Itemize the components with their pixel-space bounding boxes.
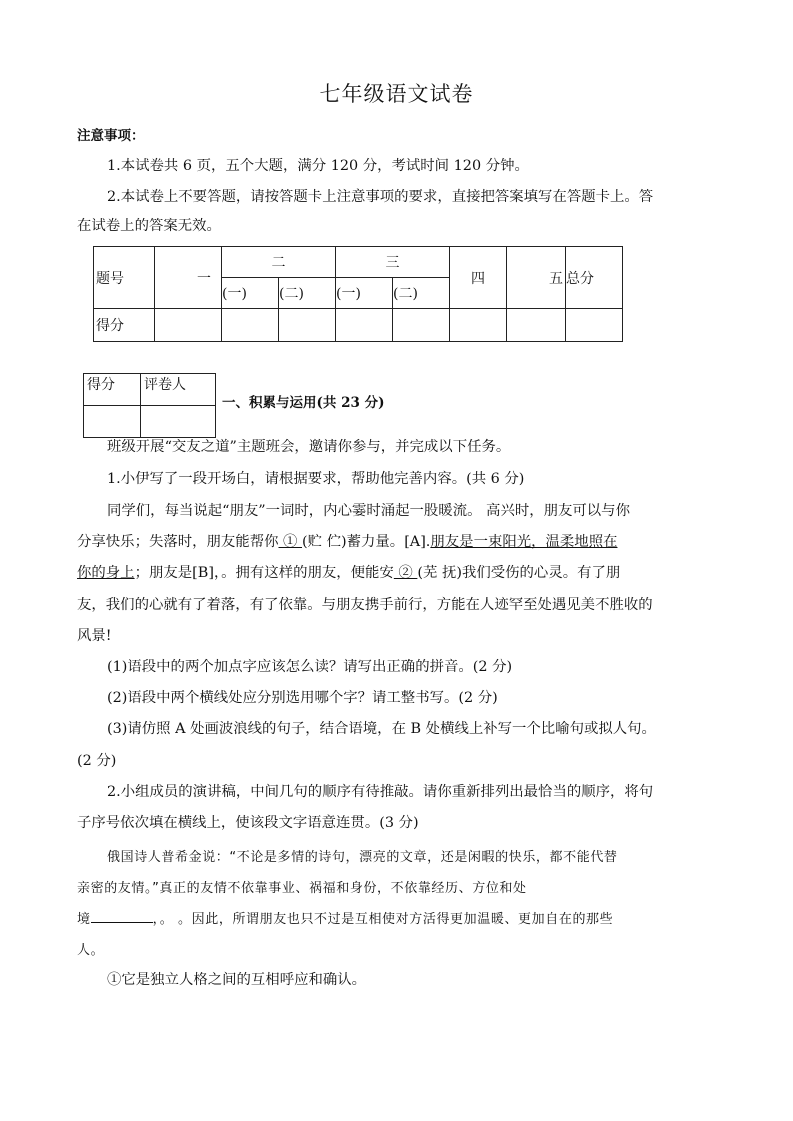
col-total-header: 总分 [566, 247, 623, 309]
answer-blank [91, 908, 153, 923]
score-cell [450, 309, 507, 342]
score-cell [507, 309, 566, 342]
blank-1: ① [278, 534, 303, 550]
passage-line-5: 风景! [77, 628, 112, 644]
score-cell [336, 309, 393, 342]
passage-text: 蓄力量。[A]. [346, 534, 431, 550]
col-2-sub-2: (二) [279, 278, 336, 309]
sub-question-2: (2)语段中两个横线处应分别选用哪个字？请工整书写。(2 分) [107, 690, 498, 706]
col-2-sub-1: (一) [222, 278, 279, 309]
quote-line-4: 人。 [77, 943, 105, 958]
col-1-header: 一 [155, 247, 222, 309]
question-2-line-2: 子序号依次填在横线上，使该段文字语意连贯。(3 分) [77, 815, 419, 831]
passage-line-1: 同学们，每当说起“朋友”一词时，内心霎时涌起一股暖流。 高兴时，朋友可以与你 [107, 503, 630, 519]
quote-line-1: 俄国诗人普希金说：“不论是多情的诗句，漂亮的文章，还是闲暇的快乐，都不能代替 [107, 850, 618, 865]
score-cell [279, 309, 336, 342]
pinyin-choice-2: (芜 抚) [417, 565, 462, 581]
section-1-heading: 一、积累与运用(共 23 分) [222, 395, 385, 411]
sub-question-1: (1)语段中的两个加点字应该怎么读？请写出正确的拼音。(2 分) [107, 659, 513, 675]
score-cell [222, 309, 279, 342]
col-3-header: 三 [336, 247, 450, 278]
score-cell [393, 309, 450, 342]
notice-item-1: 1.本试卷共 6 页，五个大题，满分 120 分，考试时间 120 分钟。 [107, 158, 529, 174]
grader-score-cell [84, 406, 141, 438]
quote-text: 境 [77, 912, 91, 927]
sub-question-3-points: (2 分) [77, 753, 117, 769]
blank-2: ② [393, 565, 418, 581]
passage-line-4: 友，我们的心就有了着落，有了依靠。与朋友携手前行，方能在人迹罕至处遇见美不胜收的 [77, 597, 653, 613]
question-1: 1.小伊写了一段开场白，请根据要求，帮助他完善内容。(共 6 分) [107, 471, 525, 487]
score-row-label: 得分 [94, 309, 155, 342]
page-title: 七年级语文试卷 [319, 82, 474, 106]
passage-text: 分享快乐；失落时，朋友能帮你 [77, 534, 279, 550]
quote-line-2: 亲密的友情。”真正的友情不依靠事业、祸福和身份，不依靠经历、方位和处 [77, 881, 527, 896]
col-4-header: 四 [450, 247, 507, 309]
grader-name-cell [141, 406, 216, 438]
wavy-sentence-a-end: 你的身上 [77, 565, 135, 581]
wavy-sentence-a: 朋友是一束阳光，温柔地照在 [430, 534, 618, 550]
passage-line-3 [77, 563, 620, 583]
col-2-header: 二 [222, 247, 336, 278]
sub-question-3: (3)请仿照 A 处画波浪线的句子，结合语境，在 B 处横线上补写一个比喻句或拟人句。 [107, 721, 656, 737]
score-table [93, 246, 623, 342]
passage-text: ；朋友是[B]，。拥有这样的朋友，便能安 [134, 565, 394, 581]
notice-item-2b: 在试卷上的答案无效。 [77, 218, 221, 234]
col-3-sub-2: (二) [393, 278, 450, 309]
notice-item-2a: 2.本试卷上不要答题，请按答题卡上注意事项的要求，直接把答案填写在答题卡上。答 [107, 189, 654, 205]
sentence-option-1: ①它是独立人格之间的互相呼应和确认。 [107, 972, 367, 988]
section-1-intro: 班级开展“交友之道”主题班会，邀请你参与，并完成以下任务。 [107, 439, 511, 455]
passage-line-2 [77, 532, 617, 552]
question-number-label: 题号 [94, 247, 155, 309]
col-3-sub-1: (一) [336, 278, 393, 309]
quote-text: ，。 。因此，所谓朋友也只不过是互相使对方活得更加温暖、更加自在的那些 [152, 912, 614, 927]
col-5-header: 五 [507, 247, 566, 309]
passage-text: 我们受伤的心灵。有了朋 [461, 565, 621, 581]
score-cell [155, 309, 222, 342]
notice-heading: 注意事项： [77, 128, 145, 144]
grader-name-label: 评卷人 [141, 374, 216, 406]
grader-score-label: 得分 [84, 374, 141, 406]
quote-line-3 [77, 908, 613, 927]
pinyin-choice-1: (贮 伫) [302, 534, 347, 550]
grader-table [83, 373, 216, 438]
score-cell [566, 309, 623, 342]
question-2-line-1: 2.小组成员的演讲稿，中间几句的顺序有待推敲。请你重新排列出最恰当的顺序，将句 [107, 784, 654, 800]
